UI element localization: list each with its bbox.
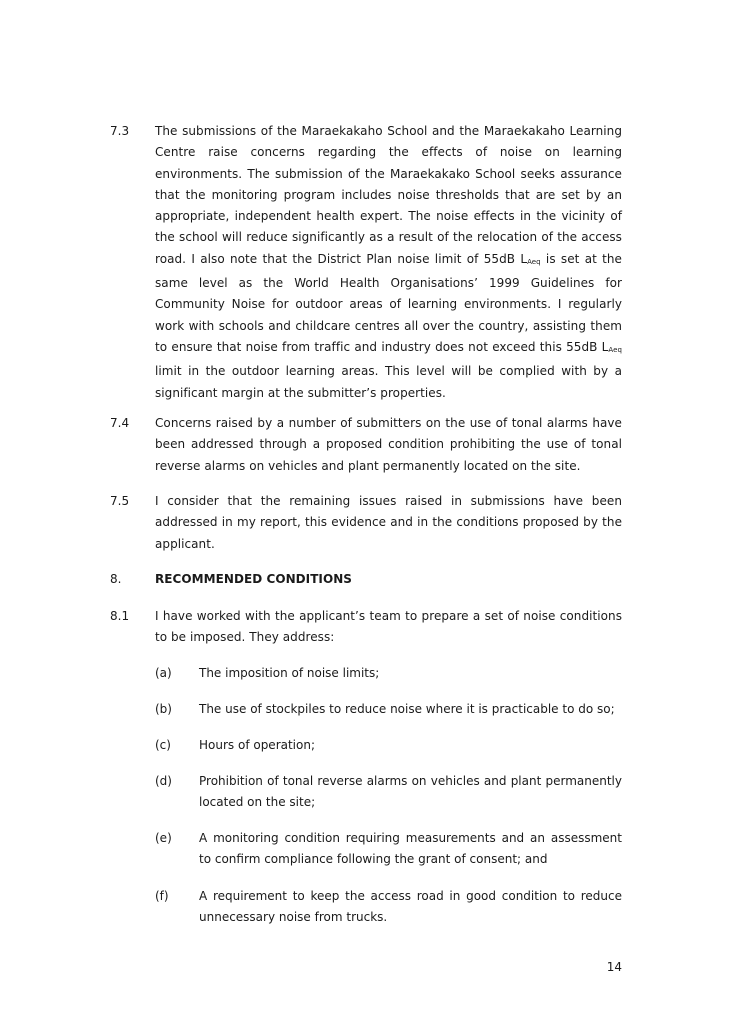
paragraph-7-5 <box>110 491 622 555</box>
paragraph-text <box>155 121 622 404</box>
list-item-e <box>155 828 622 871</box>
section-title: RECOMMENDED CONDITIONS <box>155 572 352 586</box>
paragraph-text: I have worked with the applicant’s team to prepare a set of noise conditions to be imposed. They address: <box>155 609 622 645</box>
paragraph-7-3 <box>110 121 622 404</box>
list-item-text: A monitoring condition requiring measurements and an assessment to confirm compliance following the grant of consent; and <box>199 831 622 867</box>
list-item-label: (f) <box>155 889 169 903</box>
list-item-label: (b) <box>155 702 172 716</box>
list-item-text: Hours of operation; <box>199 738 316 752</box>
list-item-text: The imposition of noise limits; <box>199 666 380 680</box>
paragraph-text: Concerns raised by a number of submitters on the use of tonal alarms have been addressed through a proposed condition prohibiting the use of tonal reverse alarms on vehicles and plant permanently located on the site. <box>155 416 622 473</box>
paragraph-number: 8.1 <box>110 609 130 623</box>
subscript-aeq: Aeq <box>608 345 622 354</box>
list-item-label: (d) <box>155 774 172 788</box>
list-item-b <box>155 699 622 720</box>
list-item-label: (c) <box>155 738 171 752</box>
subscript-aeq: Aeq <box>527 257 541 266</box>
paragraph-7-4 <box>110 413 622 477</box>
section-heading-8 <box>110 569 622 590</box>
paragraph-number: 7.3 <box>110 124 130 138</box>
list-item-f <box>155 886 622 929</box>
list-item-c <box>155 735 622 756</box>
list-item-text: The use of stockpiles to reduce noise where it is practicable to do so; <box>199 702 615 716</box>
paragraph-number: 7.5 <box>110 494 130 508</box>
text-segment: is set at the same level as the World Health Organisations’ 1999 Guidelines for Community Noise for outdoor areas of learning environments. I regularly work with schools and childcare centres all over the country, assisting them to ensure that noise from traffic and industry does not exceed this 55dB L <box>155 251 622 354</box>
list-item-d <box>155 771 622 814</box>
text-segment: The submissions of the Maraekakaho School and the Maraekakaho Learning Centre raise concerns regarding the effects of noise on learning environments. The submission of the Maraekakako School seeks assurance that the monitoring program includes noise thresholds that are set by an appropriate, independent health expert. The noise effects in the vicinity of the school will reduce significantly as a result of the relocation of the access road. I also note that the District Plan noise limit of 55dB L <box>155 124 622 266</box>
list-item-label: (a) <box>155 666 172 680</box>
list-item-text: A requirement to keep the access road in good condition to reduce unnecessary noise from trucks. <box>199 889 622 925</box>
section-number: 8. <box>110 572 122 586</box>
list-item-text: Prohibition of tonal reverse alarms on vehicles and plant permanently located on the site; <box>199 774 622 810</box>
paragraph-number: 7.4 <box>110 416 130 430</box>
text-segment: limit in the outdoor learning areas. This level will be complied with by a significant margin at the submitter’s properties. <box>155 364 622 400</box>
paragraph-text: I consider that the remaining issues raised in submissions have been addressed in my report, this evidence and in the conditions proposed by the applicant. <box>155 494 622 551</box>
list-item-a <box>155 663 622 684</box>
page-number: 14 <box>606 960 622 974</box>
paragraph-8-1 <box>110 606 622 649</box>
list-item-label: (e) <box>155 831 172 845</box>
